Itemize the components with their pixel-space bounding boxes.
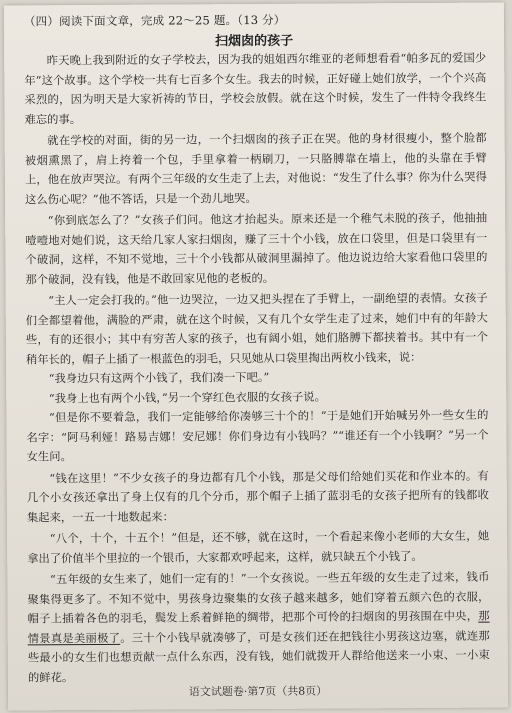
paragraph-text: “五年级的女生来了，她们一定有的！”一个女孩说。一些五年级的女生走了过来，钱币聚集得更多了。不知不觉中，男孩身边聚集的女孩子越来越多，她们穿着五颜六色的衣服，帽子上插着各色的羽毛，鬓发上系着鲜艳的绸带，把那个可怜的扫烟囱的男孩围在中央， <box>27 570 490 626</box>
article-title: 扫烟囱的孩子 <box>215 33 294 50</box>
question-instruction: （四）阅读下面文章，完成 22～25 题。（13 分） <box>23 12 286 29</box>
paragraph: 昨天晚上我到附近的女子学校去，因为我的姐姐西尔维亚的老师想看看“帕多瓦的爱国少年”这个故事。这个学校一共有七百多个女生。我去的时候，正好碰上她们放学，一个个兴高采烈的，因为明天是大家祈祷的节日，学校会放假。就在这个时候，发生了一件特令我终生难忘的事。 <box>24 51 487 126</box>
paragraph-text: 。三十个小钱早就凑够了，可是女孩们还在把钱往小男孩这边塞，就连那些最小的女生们也想贡献一点什么东西，没有钱，她们就拨开人群给他送来一小束、一小束的鲜花。 <box>27 629 490 684</box>
paragraph: “但是你不要着急，我们一定能够给你凑够三十个的！”于是她们开始喊另外一些女生的名字：“阿马利娅！路易吉娜！安尼娜！你们身边有小钱吗？”“谁还有一个小钱啊？”另一个女生问。 <box>26 408 489 464</box>
page-footer: 语文试题卷·第7页（共8页） <box>188 684 328 699</box>
underlined-sentence: 那情景真是美丽极了 <box>27 609 490 645</box>
paragraph: “你到底怎么了？”女孩子们问。他这才抬起头。原来还是一个稚气未脱的孩子，他抽抽噎噎地对她们说，这天给几家人家扫烟囱，赚了三十个小钱，放在口袋里，但是口袋里有一个破洞，这样，不知不觉地，三十个小钱都从破洞里漏掉了。他边说边给大家看他口袋里的那个破洞，没有钱，他是不敢回家见他的老板的。 <box>25 211 488 286</box>
paragraph: “我身上也有两个小钱，”另一个穿红色衣服的女孩子说。 <box>48 390 326 405</box>
paragraph <box>27 568 490 688</box>
paragraph: “八个，十个，十五个！”但是，还不够，就在这时，一个看起来像小老师的大女生，她拿出了价值半个里拉的一个银币，大家都欢呼起来，这样，就只缺五个小钱了。 <box>27 529 490 565</box>
paragraph: “钱在这里！”不少女孩子的身边都有几个小钱，那是父母们给她们买花和作业本的。有几个小女孩还拿出了身上仅有的几个分币，那个帽子上插了蓝羽毛的女孩子把所有的钱都收集起来，一五一十地数起来： <box>26 469 489 524</box>
paragraph: “主人一定会打我的。”他一边哭泣，一边又把头捏在了手臂上，一副绝望的表情。女孩子们全都望着他，满脸的严肃，就在这个时候，又有几个女学生走了过来，她们中有的年龄大些，有的还很小；其中有穷苦人家的孩子，也有阔小姐，她们胳膊下都挟着书。其中有一个稍年长的，帽子上插了一根蓝色的羽毛，只见她从口袋里掏出两枚小钱来，说： <box>25 291 488 366</box>
exam-page <box>4 2 508 710</box>
article-body <box>24 49 490 688</box>
paragraph: “我身边只有这两个小钱了，我们凑一下吧。” <box>48 370 270 386</box>
paragraph: 就在学校的对面，街的另一边，一个扫烟囱的孩子正在哭。他的身材很瘦小，整个脸都被烟熏黑了，肩上挎着一个包，手里拿着一柄刷刀，一只胳膊靠在墙上，他的头靠在手臂上，他在放声哭泣。有两个三年级的女生走了上去，对他说：“发生了什么事？你为什么哭得这么伤心呢？”他不答话，只是一个劲儿地哭。 <box>24 131 487 206</box>
